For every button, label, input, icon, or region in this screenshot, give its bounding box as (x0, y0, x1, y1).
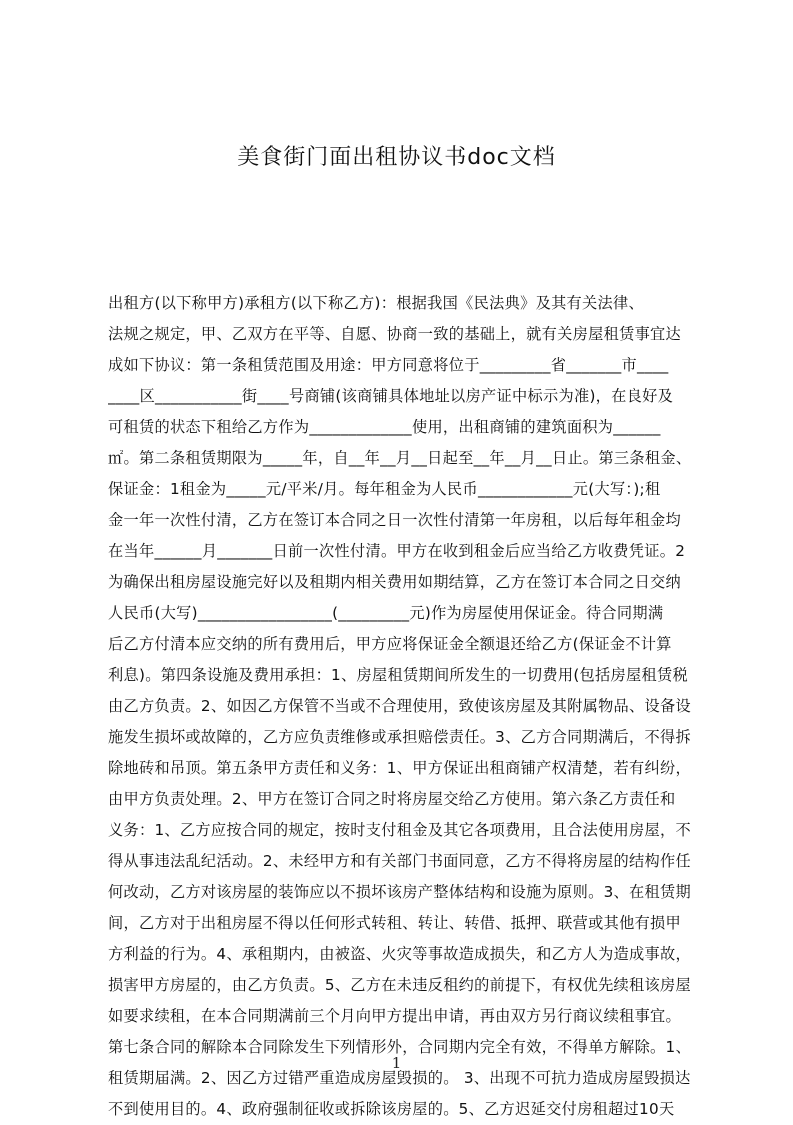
body-line: 租赁期届满。2、因乙方过错严重造成房屋毁损的。 3、出现不可抗力造成房屋毁损达 (108, 1069, 691, 1087)
document-body (108, 288, 697, 1125)
body-line: 第七条合同的解除本合同除发生下列情形外，合同期内完全有效，不得单方解除。1、 (108, 1038, 691, 1056)
body-line: 后乙方付清本应交纳的所有费用后，甲方应将保证金全额退还给乙方(保证金不计算 (108, 635, 672, 653)
body-line: 利息)。第四条设施及费用承担：1、房屋租赁期间所发生的一切费用(包括房屋租赁税 (108, 666, 688, 684)
body-line: ㎡。第二条租赁期限为_____年，自__年__月__日起至__年__月__日止。第三条租金、 (108, 449, 692, 467)
body-line: 由甲方负责处理。2、甲方在签订合同之时将房屋交给乙方使用。第六条乙方责任和 (108, 790, 676, 808)
page-number: 1 (391, 1054, 402, 1072)
body-line: 除地砖和吊顶。第五条甲方责任和义务：1、甲方保证出租商铺产权清楚，若有纠纷， (108, 759, 691, 777)
body-line: 由乙方负责。2、如因乙方保管不当或不合理使用，致使该房屋及其附属物品、设备设 (108, 697, 691, 715)
body-line: 金一年一次性付清，乙方在签订本合同之日一次性付清第一年房租，以后每年租金均 (108, 511, 682, 529)
body-line: 可租赁的状态下租给乙方作为_____________使用，出租商铺的建筑面积为______ (108, 418, 661, 436)
body-line: 义务：1、乙方应按合同的规定，按时支付租金及其它各项费用，且合法使用房屋，不 (108, 821, 691, 839)
body-line: 出租方(以下称甲方)承租方(以下称乙方)：根据我国《民法典》及其有关法律、 (108, 294, 644, 312)
body-line: 方利益的行为。4、承租期内，由被盗、火灾等事故造成损失，和乙方人为造成事故， (108, 945, 691, 963)
body-line: ____区___________街____号商铺(该商铺具体地址以房产证中标示为准)，在良好及 (108, 387, 674, 405)
body-line: 损害甲方房屋的，由乙方负责。5、乙方在未违反租约的前提下，有权优先续租该房屋 (108, 976, 691, 994)
body-line: 间，乙方对于出租房屋不得以任何形式转租、转让、转借、抵押、联营或其他有损甲 (108, 914, 682, 932)
body-line: 为确保出租房屋设施完好以及租期内相关费用如期结算，乙方在签订本合同之日交纳 (108, 573, 682, 591)
body-line: 不到使用目的。4、政府强制征收或拆除该房屋的。5、乙方迟延交付房租超过10天 (108, 1100, 675, 1118)
body-line: 在当年______月_______日前一次性付清。甲方在收到租金后应当给乙方收费凭证。2 (108, 542, 686, 560)
body-line: 成如下协议：第一条租赁范围及用途：甲方同意将位于_________省_______市____ (108, 356, 669, 374)
body-line: 如要求续租，在本合同期满前三个月向甲方提出申请，再由双方另行商议续租事宜。 (108, 1007, 682, 1025)
body-line: 法规之规定，甲、乙双方在平等、自愿、协商一致的基础上，就有关房屋租赁事宜达 (108, 325, 682, 343)
body-line: 人民币(大写)_________________(_________元)作为房屋使用保证金。待合同期满 (108, 604, 664, 622)
body-line: 何改动，乙方对该房屋的装饰应以不损坏该房产整体结构和设施为原则。3、在租赁期 (108, 883, 691, 901)
body-line: 保证金：1租金为_____元/平米/月。每年租金为人民币____________元(大写：);租 (108, 480, 661, 498)
body-line: 得从事违法乱纪活动。2、未经甲方和有关部门书面同意，乙方不得将房屋的结构作任 (108, 852, 691, 870)
document-title: 美食街门面出租协议书doc文档 (237, 145, 556, 170)
body-line: 施发生损坏或故障的，乙方应负责维修或承担赔偿责任。3、乙方合同期满后，不得拆 (108, 728, 691, 746)
